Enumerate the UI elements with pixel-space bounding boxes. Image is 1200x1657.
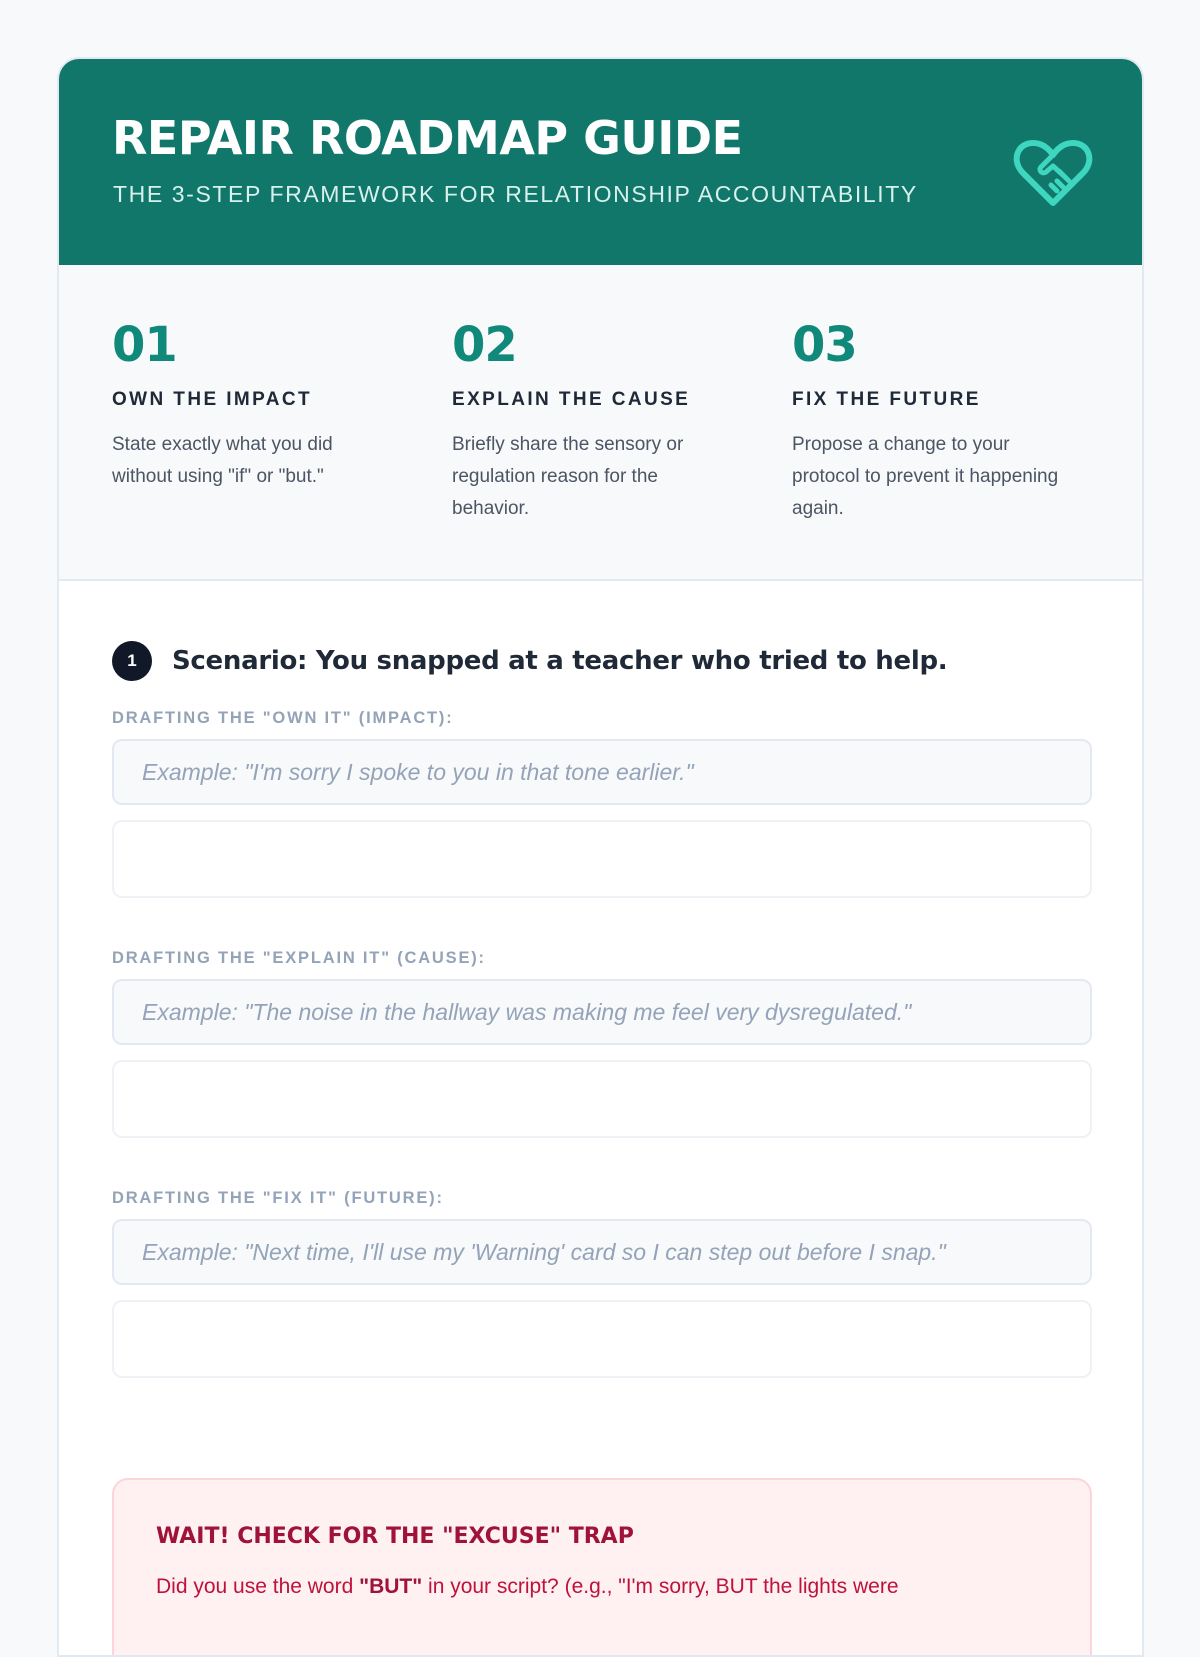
own-it-input[interactable] xyxy=(112,820,1092,898)
scenario-header xyxy=(112,639,1089,683)
page-subtitle: THE 3-STEP FRAMEWORK FOR RELATIONSHIP ACCOUNTABILITY xyxy=(113,181,918,207)
own-it-label: DRAFTING THE "OWN IT" (IMPACT): xyxy=(112,709,454,727)
step-description: State exactly what you did without using "if" or "but." xyxy=(112,434,333,487)
warning-text-bold: "BUT" xyxy=(359,1575,423,1598)
step-description: Briefly share the sensory or regulation reason for the behavior. xyxy=(452,434,684,519)
own-it-example: Example: "I'm sorry I spoke to you in that tone earlier." xyxy=(112,739,1092,805)
warning-text-start: Did you use the word xyxy=(156,1575,360,1598)
step-number: 01 xyxy=(112,317,177,373)
step-number: 02 xyxy=(452,317,517,373)
step-fix-future xyxy=(792,315,1072,525)
warning-title: WAIT! CHECK FOR THE "EXCUSE" TRAP xyxy=(156,1524,634,1549)
explain-it-example: Example: "The noise in the hallway was making me feel very dysregulated." xyxy=(112,979,1092,1045)
step-number: 03 xyxy=(792,317,857,373)
scenario-number-badge: 1 xyxy=(112,641,152,681)
step-title: FIX THE FUTURE xyxy=(792,389,981,410)
fix-it-label: DRAFTING THE "FIX IT" (FUTURE): xyxy=(112,1189,444,1207)
fix-it-example: Example: "Next time, I'll use my 'Warning' card so I can step out before I snap." xyxy=(112,1219,1092,1285)
step-title: OWN THE IMPACT xyxy=(112,389,313,410)
framework-steps xyxy=(59,265,1142,581)
explain-it-input[interactable] xyxy=(112,1060,1092,1138)
explain-it-label: DRAFTING THE "EXPLAIN IT" (CAUSE): xyxy=(112,949,486,967)
heart-handshake-icon xyxy=(1013,137,1093,209)
header-banner xyxy=(59,59,1142,265)
step-title: EXPLAIN THE CAUSE xyxy=(452,389,691,410)
step-own-impact xyxy=(112,315,392,493)
fix-it-input[interactable] xyxy=(112,1300,1092,1378)
scenario-title: Scenario: You snapped at a teacher who tried to help. xyxy=(172,646,948,676)
excuse-trap-warning xyxy=(112,1478,1092,1657)
page-title: REPAIR ROADMAP GUIDE xyxy=(112,111,743,165)
guide-card xyxy=(57,57,1144,1657)
scenario-section xyxy=(112,639,1089,1265)
warning-text-end: in your script? (e.g., "I'm sorry, BUT the lights were xyxy=(422,1575,899,1598)
step-explain-cause xyxy=(452,315,732,525)
step-description: Propose a change to your protocol to prevent it happening again. xyxy=(792,434,1059,519)
warning-text xyxy=(156,1575,1048,1599)
